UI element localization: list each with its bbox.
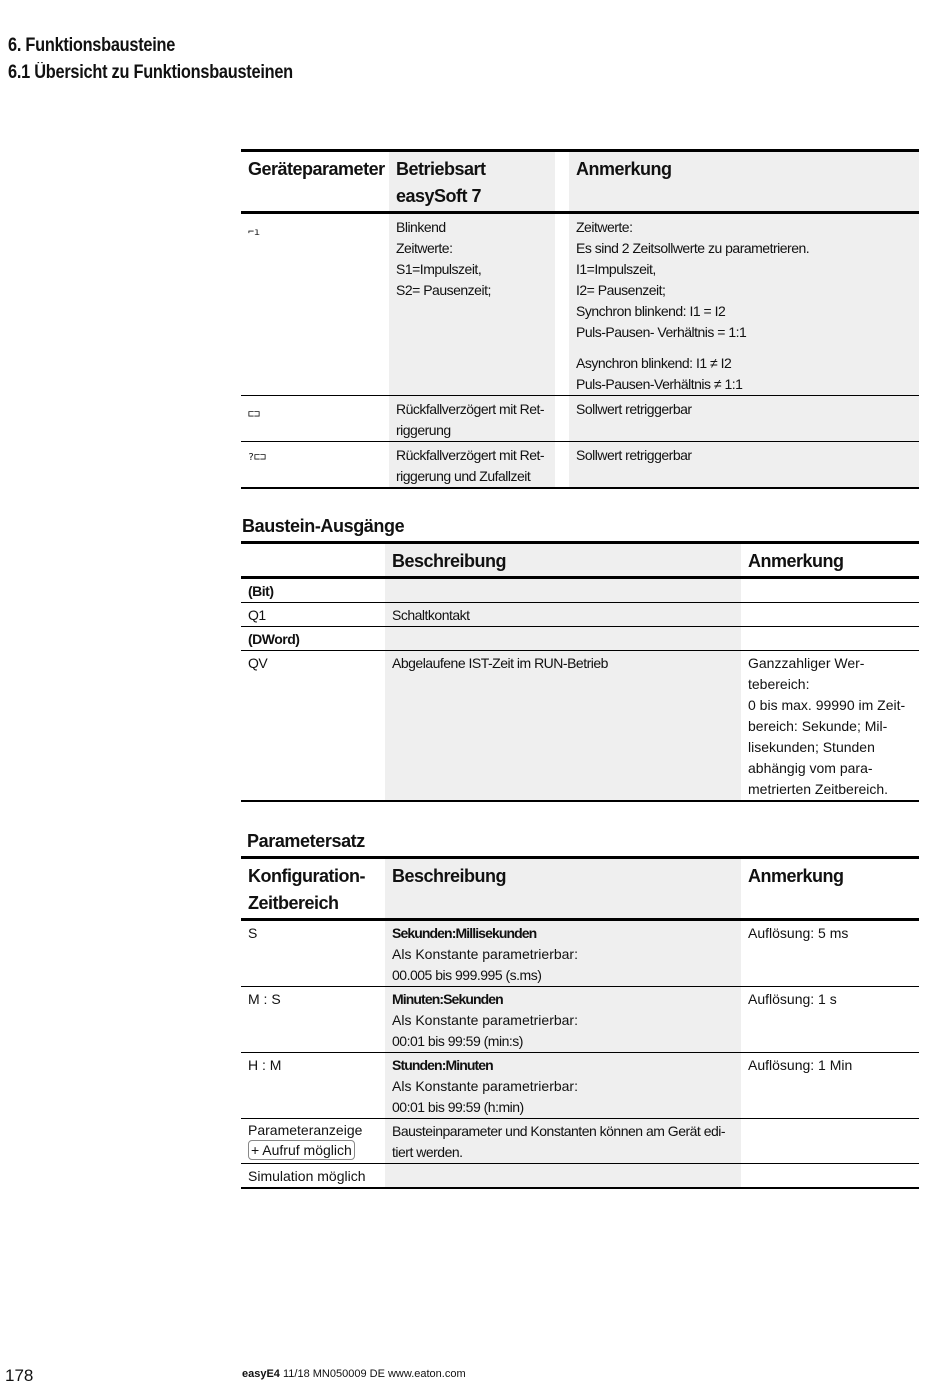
outputs-table [241, 541, 919, 802]
header-description: Beschreibung [385, 858, 741, 920]
config-value: M : S [241, 987, 385, 1053]
header-configuration: Konfiguration- Zeitbereich [241, 858, 385, 920]
table-row [241, 987, 919, 1053]
mode-cell: Blinkend Zeitwerte: S1=Impulszeit, S2= Pausenzeit; [389, 213, 555, 396]
section-title: 6.1 Übersicht zu Funktionsbausteinen [8, 62, 293, 83]
page-heading [8, 32, 339, 86]
params-section-title: Parametersatz [247, 831, 365, 851]
output-note: Ganzzahliger Wer- tebereich: 0 bis max. 99990 im Zeit- bereich: Sekunde; Mil- lisekunden; Stunden abhängig vom para- metrierten Zeitbereich. [741, 651, 919, 802]
retrigger-symbol-icon: ⊏⊐ [241, 396, 389, 442]
output-name: Q1 [241, 603, 385, 627]
table-row [241, 920, 919, 987]
header-operating-mode: Betriebsart easySoft 7 [389, 151, 555, 213]
page-number: 178 [5, 1366, 34, 1385]
chapter-title: 6. Funktionsbausteine [8, 35, 176, 56]
config-description: Sekunden:Millisekunden Als Konstante parametrierbar: 00.005 bis 999.995 (s.ms) [385, 920, 741, 987]
config-description: Minuten:Sekunden Als Konstante parametrierbar: 00:01 bis 99:59 (min:s) [385, 987, 741, 1053]
config-note: Auflösung: 1 s [741, 987, 919, 1053]
note-cell: Zeitwerte: Es sind 2 Zeitsollwerte zu parametrieren. I1=Impulszeit, I2= Pausenzeit; Synchron blinkend: I1 = I2 Puls-Pausen- Verhältnis = 1:1 Asynchron blinkend: I1 ≠ I2 Puls-Pausen-Verhältnis ≠ 1:1 [569, 213, 919, 396]
output-description: Schaltkontakt [385, 603, 741, 627]
product-name: easyE4 [242, 1368, 280, 1380]
table-row [241, 1053, 919, 1119]
note-cell: Sollwert retriggerbar [569, 396, 919, 442]
random-retrigger-symbol-icon: ?⊏⊐ [241, 442, 389, 489]
table-header-row [241, 543, 919, 578]
simulation-label: Simulation möglich [241, 1164, 385, 1189]
table-row [241, 578, 919, 603]
config-note: Auflösung: 1 Min [741, 1053, 919, 1119]
device-parameter-table [241, 149, 919, 489]
table-row [241, 603, 919, 627]
header-note: Anmerkung [569, 151, 919, 213]
document-info: 11/18 MN050009 DE www.eaton.com [283, 1368, 466, 1380]
header-note: Anmerkung [741, 543, 919, 578]
header-device-parameters: Geräteparameter [241, 151, 389, 213]
parameter-display-description: Bausteinparameter und Konstanten können am Gerät edi- tiert werden. [385, 1119, 741, 1164]
config-value: H : M [241, 1053, 385, 1119]
parameter-display-label: Parameteranzeige + Aufruf möglich [241, 1119, 385, 1164]
table-row [241, 442, 919, 489]
table-row [241, 627, 919, 651]
call-possible-label: + Aufruf möglich [248, 1140, 355, 1160]
table-row [241, 1119, 919, 1164]
config-value: S [241, 920, 385, 987]
config-note: Auflösung: 5 ms [741, 920, 919, 987]
header-description: Beschreibung [385, 543, 741, 578]
config-description: Stunden:Minuten Als Konstante parametrierbar: 00:01 bis 99:59 (h:min) [385, 1053, 741, 1119]
table-header-row [241, 151, 919, 213]
table-row [241, 651, 919, 802]
outputs-section-title: Baustein-Ausgänge [242, 516, 405, 536]
footer-info [242, 1368, 466, 1380]
output-name: QV [241, 651, 385, 802]
table-header-row [241, 858, 919, 920]
bit-group-label: (Bit) [241, 578, 385, 603]
parameter-set-table [241, 856, 919, 1189]
header-note: Anmerkung [741, 858, 919, 920]
table-row [241, 396, 919, 442]
note-cell: Sollwert retriggerbar [569, 442, 919, 489]
mode-cell: Rückfallverzögert mit Ret- riggerung [389, 396, 555, 442]
mode-cell: Rückfallverzögert mit Ret- riggerung und Zufallzeit [389, 442, 555, 489]
blink-symbol-icon: ⌐ı [241, 213, 389, 396]
dword-group-label: (DWord) [241, 627, 385, 651]
table-row [241, 1164, 919, 1189]
table-row [241, 213, 919, 396]
output-description: Abgelaufene IST-Zeit im RUN-Betrieb [385, 651, 741, 802]
